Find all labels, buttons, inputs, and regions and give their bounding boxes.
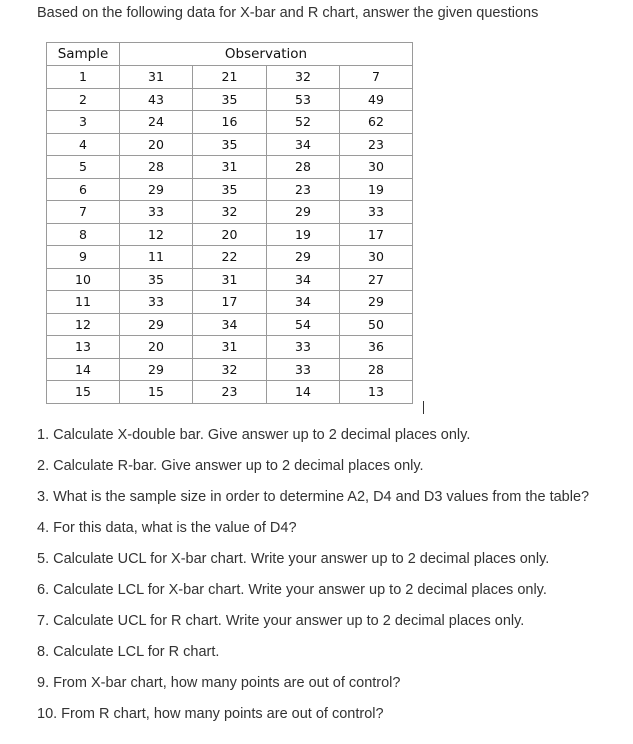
observation-cell: 49 (340, 88, 413, 111)
observation-cell: 29 (120, 178, 193, 201)
observation-cell: 31 (193, 268, 267, 291)
sample-number-cell: 3 (47, 111, 120, 134)
observation-cell: 35 (193, 178, 267, 201)
observation-cell: 7 (340, 66, 413, 89)
observation-cell: 32 (193, 201, 267, 224)
observation-cell: 33 (120, 291, 193, 314)
observation-cell: 35 (120, 268, 193, 291)
observation-cell: 22 (193, 246, 267, 269)
table-row (47, 358, 413, 381)
sample-number-cell: 12 (47, 313, 120, 336)
sample-number-cell: 4 (47, 133, 120, 156)
table-row (47, 268, 413, 291)
table-row (47, 246, 413, 269)
observation-cell: 43 (120, 88, 193, 111)
observation-cell: 31 (193, 336, 267, 359)
observation-cell: 35 (193, 133, 267, 156)
observation-cell: 14 (267, 381, 340, 404)
sample-number-cell: 11 (47, 291, 120, 314)
observation-cell: 34 (193, 313, 267, 336)
sample-number-cell: 6 (47, 178, 120, 201)
observation-cell: 28 (267, 156, 340, 179)
question-item: 5. Calculate UCL for X-bar chart. Write your answer up to 2 decimal places only. (37, 551, 550, 567)
sample-number-cell: 2 (47, 88, 120, 111)
observation-cell: 28 (340, 358, 413, 381)
observation-cell: 23 (267, 178, 340, 201)
observation-cell: 33 (267, 358, 340, 381)
observation-cell: 29 (120, 358, 193, 381)
observation-cell: 36 (340, 336, 413, 359)
table-row (47, 336, 413, 359)
observation-cell: 54 (267, 313, 340, 336)
observation-cell: 23 (340, 133, 413, 156)
observation-cell: 34 (267, 291, 340, 314)
question-list (37, 424, 589, 734)
table-row (47, 66, 413, 89)
observation-cell: 11 (120, 246, 193, 269)
question-item: 6. Calculate LCL for X-bar chart. Write your answer up to 2 decimal places only. (37, 582, 547, 598)
question-item: 9. From X-bar chart, how many points are out of control? (37, 675, 401, 691)
observation-table (46, 42, 413, 404)
text-cursor (423, 401, 424, 414)
sample-number-cell: 14 (47, 358, 120, 381)
intro-text: Based on the following data for X-bar and R chart, answer the given questions (37, 5, 539, 21)
observation-cell: 24 (120, 111, 193, 134)
observation-cell: 50 (340, 313, 413, 336)
observation-cell: 23 (193, 381, 267, 404)
table-row (47, 223, 413, 246)
table-row (47, 111, 413, 134)
sample-number-cell: 15 (47, 381, 120, 404)
table-body (47, 66, 413, 404)
sample-number-cell: 13 (47, 336, 120, 359)
observation-cell: 17 (193, 291, 267, 314)
observation-cell: 16 (193, 111, 267, 134)
observation-cell: 27 (340, 268, 413, 291)
question-item: 8. Calculate LCL for R chart. (37, 644, 220, 660)
observation-cell: 30 (340, 156, 413, 179)
question-item: 1. Calculate X-double bar. Give answer up to 2 decimal places only. (37, 427, 471, 443)
observation-cell: 21 (193, 66, 267, 89)
observation-cell: 33 (120, 201, 193, 224)
observation-cell: 19 (267, 223, 340, 246)
observation-cell: 29 (340, 291, 413, 314)
table-header-row (47, 43, 413, 66)
observation-cell: 34 (267, 133, 340, 156)
table-row (47, 381, 413, 404)
table-row (47, 313, 413, 336)
sample-number-cell: 7 (47, 201, 120, 224)
observation-cell: 34 (267, 268, 340, 291)
observation-cell: 32 (193, 358, 267, 381)
observation-cell: 13 (340, 381, 413, 404)
question-item: 2. Calculate R-bar. Give answer up to 2 decimal places only. (37, 458, 424, 474)
observation-cell: 62 (340, 111, 413, 134)
sample-number-cell: 5 (47, 156, 120, 179)
observation-cell: 52 (267, 111, 340, 134)
observation-cell: 31 (193, 156, 267, 179)
sample-number-cell: 9 (47, 246, 120, 269)
observation-cell: 17 (340, 223, 413, 246)
observation-cell: 35 (193, 88, 267, 111)
observation-cell: 29 (267, 246, 340, 269)
table-row (47, 291, 413, 314)
table-row (47, 178, 413, 201)
observation-cell: 12 (120, 223, 193, 246)
question-item: 10. From R chart, how many points are out of control? (37, 706, 384, 722)
observation-cell: 29 (120, 313, 193, 336)
question-item: 3. What is the sample size in order to determine A2, D4 and D3 values from the table? (37, 489, 590, 505)
observation-cell: 20 (120, 336, 193, 359)
table-row (47, 156, 413, 179)
sample-header: Sample (47, 43, 120, 66)
observation-cell: 30 (340, 246, 413, 269)
question-item: 7. Calculate UCL for R chart. Write your answer up to 2 decimal places only. (37, 613, 525, 629)
observation-cell: 33 (340, 201, 413, 224)
observation-cell: 28 (120, 156, 193, 179)
observation-header: Observation (120, 43, 413, 66)
observation-cell: 31 (120, 66, 193, 89)
table-row (47, 133, 413, 156)
observation-cell: 53 (267, 88, 340, 111)
observation-cell: 20 (193, 223, 267, 246)
observation-cell: 15 (120, 381, 193, 404)
observation-cell: 19 (340, 178, 413, 201)
table-row (47, 201, 413, 224)
observation-cell: 33 (267, 336, 340, 359)
question-item: 4. For this data, what is the value of D4? (37, 520, 297, 536)
sample-number-cell: 1 (47, 66, 120, 89)
observation-cell: 32 (267, 66, 340, 89)
observation-cell: 29 (267, 201, 340, 224)
sample-number-cell: 8 (47, 223, 120, 246)
observation-cell: 20 (120, 133, 193, 156)
sample-number-cell: 10 (47, 268, 120, 291)
table-row (47, 88, 413, 111)
